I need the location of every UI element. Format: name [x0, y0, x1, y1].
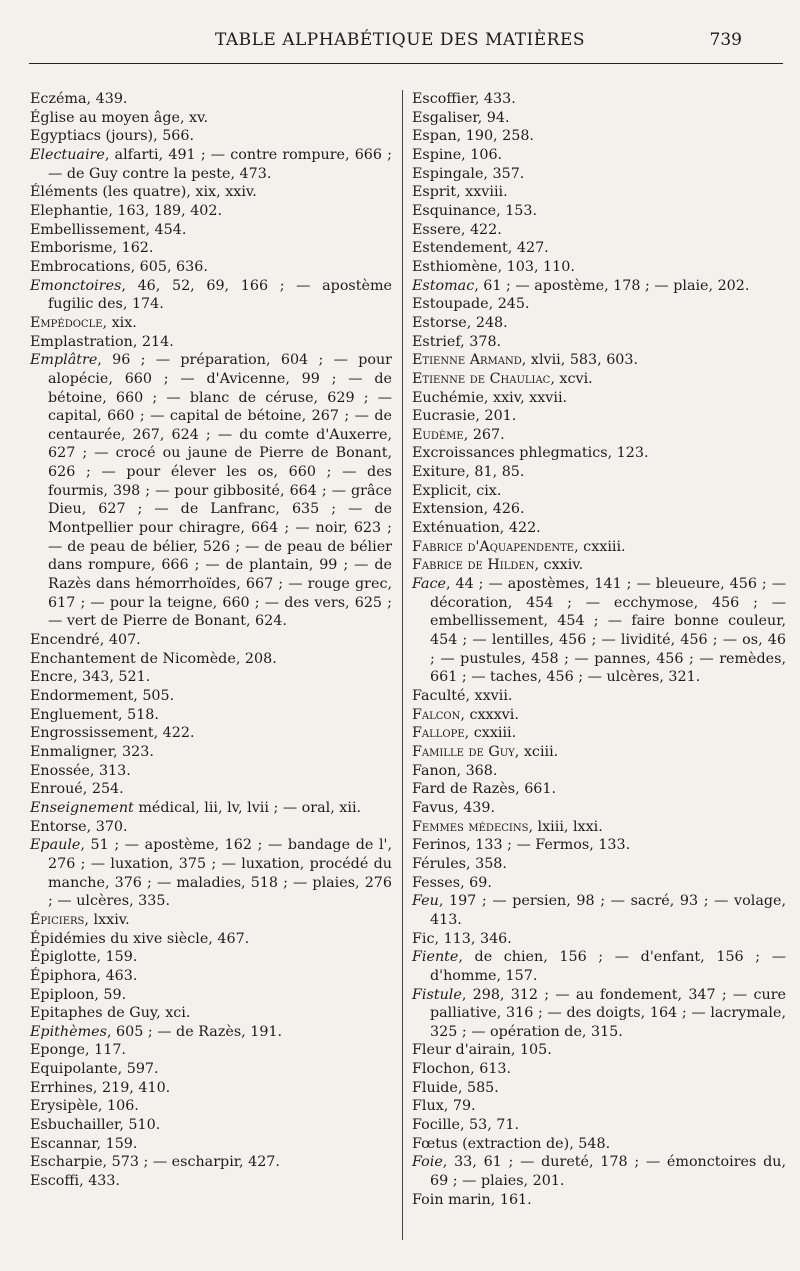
- index-term: Embrocations: [30, 258, 131, 275]
- index-entry: [30, 631, 392, 650]
- index-references: , 219, 410.: [92, 1079, 171, 1096]
- index-entry: [412, 165, 786, 184]
- index-references: , 433.: [474, 91, 516, 107]
- index-entry: [30, 1172, 392, 1191]
- index-references: , cxxiii.: [464, 725, 517, 742]
- index-term: Estomac: [412, 277, 475, 294]
- index-entry: [30, 351, 392, 631]
- index-entry: [30, 780, 392, 799]
- index-references: , 153.: [496, 202, 538, 219]
- index-references: , 343, 521.: [72, 669, 151, 686]
- index-term: Enroué: [30, 781, 83, 798]
- index-entry: [30, 146, 392, 183]
- index-entry: [30, 743, 392, 762]
- index-term: Egyptiacs (jours): [30, 128, 154, 145]
- index-term: Esprit: [412, 184, 457, 201]
- index-references: , 79.: [443, 1098, 476, 1115]
- index-term: Épidémies du xive siècle: [30, 930, 209, 947]
- index-references: , 378.: [460, 333, 502, 350]
- index-entry: [412, 444, 786, 463]
- index-entry: [412, 556, 786, 575]
- index-references: , 427.: [507, 240, 549, 257]
- index-references: , 254.: [82, 781, 124, 798]
- index-term: Fleur d'airain: [412, 1042, 511, 1059]
- index-entry: [30, 762, 392, 781]
- index-term: Ferinos: [412, 837, 467, 854]
- index-entry: [412, 314, 786, 333]
- page-header: [0, 30, 800, 56]
- index-term: Emplâtre: [30, 352, 98, 369]
- index-term: Espine: [412, 146, 462, 163]
- index-term: Escannar: [30, 1135, 97, 1152]
- index-term: Flux: [412, 1098, 444, 1115]
- index-term: Epiploon: [30, 986, 95, 1003]
- index-term: Encre: [30, 669, 73, 686]
- index-entry: [412, 127, 786, 146]
- index-references: , 245.: [488, 296, 530, 313]
- index-term: Engluement: [30, 706, 119, 723]
- index-entry: [30, 818, 392, 837]
- index-entry: [30, 650, 392, 669]
- index-references: , cxxiii.: [574, 538, 626, 555]
- index-references: , 368.: [456, 762, 498, 779]
- index-references: , 159.: [96, 1135, 138, 1152]
- index-references: , lxxiv.: [84, 911, 130, 928]
- index-references: , 323.: [112, 743, 154, 760]
- index-entry: [412, 202, 786, 221]
- index-term: Fesses: [412, 874, 461, 891]
- index-term: Épiglotte: [30, 949, 97, 966]
- index-references: , 214.: [132, 333, 174, 350]
- index-entry: [412, 1097, 786, 1116]
- index-entry: [30, 948, 392, 967]
- index-term: Enmaligner: [30, 743, 113, 760]
- index-term: Fœtus (extraction de): [412, 1135, 570, 1152]
- index-entry: [412, 1135, 786, 1154]
- index-entry: [412, 370, 786, 389]
- index-term: Esquinance: [412, 202, 497, 219]
- index-entry: [412, 930, 786, 949]
- index-references: , 370.: [86, 818, 128, 835]
- index-entry: [412, 724, 786, 743]
- index-references: , 197 ; — persien, 98 ; — sacré, 93 ; — volage, 413.: [430, 893, 786, 928]
- index-entry: [412, 239, 786, 258]
- index-term: Etienne Armand: [412, 352, 522, 369]
- index-references: , 133 ; — Fermos, 133.: [466, 837, 631, 854]
- index-entry: [412, 333, 786, 352]
- index-term: Excroissances phlegmatics: [412, 445, 608, 462]
- index-term: Férules: [412, 855, 467, 872]
- index-references: , 61 ; — apostème, 178 ; — plaie, 202.: [474, 277, 750, 294]
- index-term: Famille de Guy: [412, 743, 515, 760]
- index-references: , 467.: [208, 930, 250, 947]
- index-term: Enchantement de Nicomède: [30, 650, 236, 667]
- index-term: Esgaliser: [412, 109, 478, 126]
- index-term: Esbuchailler: [30, 1117, 120, 1134]
- index-entry: [30, 1135, 392, 1154]
- index-term: Eczéma: [30, 91, 87, 107]
- index-entry: [412, 538, 786, 557]
- index-references: , xxvii.: [465, 688, 513, 704]
- index-term: Foie: [412, 1154, 443, 1171]
- index-entry: [412, 426, 786, 445]
- index-references: , 422.: [460, 221, 502, 238]
- index-entry: [412, 892, 786, 929]
- index-entry: [412, 780, 786, 799]
- index-term: Epitaphes de Guy: [30, 1005, 157, 1022]
- index-entry: [412, 1116, 786, 1135]
- index-entry: [30, 1153, 392, 1172]
- index-term: Estendement: [412, 240, 508, 257]
- index-entry: [30, 668, 392, 687]
- index-entry: [30, 1004, 392, 1023]
- index-term: Face: [412, 576, 446, 593]
- index-term: Errhines: [30, 1079, 93, 1096]
- index-entry: [412, 407, 786, 426]
- index-term: Estorse: [412, 314, 467, 331]
- index-entry: [412, 1079, 786, 1098]
- index-entry: [30, 1116, 392, 1135]
- index-term: Embellissement: [30, 221, 146, 238]
- index-entry: [30, 277, 392, 314]
- index-references: , 605 ; — de Razès, 191.: [106, 1023, 283, 1040]
- index-term: Explicit: [412, 482, 468, 499]
- index-references: , 33, 61 ; — dureté, 178 ; — émonctoires du, 69 ; — plaies, 201.: [430, 1154, 786, 1190]
- index-entry: [412, 762, 786, 781]
- index-term: Flochon: [412, 1061, 471, 1078]
- index-term: Erysipèle: [30, 1098, 98, 1115]
- index-entry: [30, 127, 392, 146]
- index-term: Éléments (les quatre): [30, 184, 187, 201]
- index-entry: [412, 799, 786, 818]
- index-term: Etienne de Chauliac: [412, 370, 551, 387]
- index-entry: [30, 706, 392, 725]
- index-references: , 463.: [96, 967, 138, 984]
- index-term: Engrossissement: [30, 725, 154, 742]
- index-references: , xciii.: [514, 743, 559, 760]
- index-references: , xv.: [179, 109, 209, 126]
- index-term: Femmes médecins: [412, 818, 529, 835]
- index-references: , xix.: [102, 314, 137, 331]
- index-term: Eudème: [412, 426, 464, 443]
- index-entry: [412, 948, 786, 985]
- index-entry: [412, 482, 786, 501]
- index-references: , 573 ; — escharpir, 427.: [102, 1154, 280, 1171]
- index-term: Euchémie: [412, 389, 484, 406]
- index-term: Fabrice de Hilden: [412, 557, 535, 574]
- index-entry: [412, 295, 786, 314]
- index-term: Estoupade: [412, 296, 489, 313]
- index-references: , 407.: [99, 632, 141, 649]
- index-term: Exténuation: [412, 520, 500, 537]
- index-entry: [30, 986, 392, 1005]
- index-references: , 208.: [235, 650, 277, 667]
- index-term: Emplastration: [30, 333, 133, 350]
- index-entry: [412, 687, 786, 706]
- index-references: , 46, 52, 69, 166 ; — apostème fugilic des, 174.: [48, 277, 392, 313]
- index-entry: [412, 463, 786, 482]
- index-term: Entorse: [30, 818, 87, 835]
- index-references: , xix, xxiv.: [186, 184, 257, 201]
- index-references: , 123.: [607, 445, 649, 462]
- index-references: , 505.: [133, 688, 175, 704]
- index-entry: [30, 1060, 392, 1079]
- index-entry: [412, 90, 786, 109]
- index-entry: [30, 314, 392, 333]
- index-term: Epaule: [30, 837, 81, 854]
- index-references: , 51 ; — apostème, 162 ; — bandage de l', 276 ; — luxation, 375 ; — luxation, procédé du manche, 376 ; — maladies, 518 ; — plaies, 276 ; — ulcères, 335.: [48, 837, 392, 910]
- index-term: Eponge: [30, 1042, 86, 1059]
- index-term: Emonctoires: [30, 277, 122, 294]
- index-references: , 106.: [461, 146, 503, 163]
- index-entry: [412, 519, 786, 538]
- index-entry: [412, 277, 786, 296]
- index-term: Essere: [412, 221, 461, 238]
- index-entry: [412, 743, 786, 762]
- index-entry: [412, 258, 786, 277]
- index-references: , 439.: [454, 799, 496, 816]
- index-entry: [412, 818, 786, 837]
- index-term: Epithèmes: [30, 1023, 107, 1040]
- index-term: Extension: [412, 501, 484, 518]
- index-references: , 267.: [463, 426, 505, 443]
- index-entry: [30, 221, 392, 240]
- index-term: Espan: [412, 128, 457, 145]
- index-term: Épiphora: [30, 967, 97, 984]
- index-references: , 106.: [97, 1098, 139, 1115]
- index-references: , 357.: [483, 165, 525, 182]
- index-column-left: [30, 90, 392, 1191]
- index-term: Encendré: [30, 632, 100, 649]
- index-references: , 44 ; — apostèmes, 141 ; — bleueure, 456 ; — décoration, 454 ; — ecchymose, 456 ; — embellissement, 454 ; — faire bonne couleur, 454 ; — lentilles, 456 ; — lividité, 456 ; — os, 46 ; — pustules, 458 ; — pannes, 456 ; — remèdes, 661 ; — taches, 456 ; — ulcères, 321.: [430, 576, 786, 686]
- index-references: , xxviii.: [456, 184, 508, 201]
- column-divider: [402, 90, 403, 1240]
- index-term: Focille: [412, 1117, 460, 1134]
- index-term: Favus: [412, 799, 455, 816]
- index-entry: [412, 109, 786, 128]
- index-entry: [30, 724, 392, 743]
- index-entry: [30, 90, 392, 109]
- page-number: 739: [709, 30, 742, 50]
- index-references: , 162.: [112, 240, 154, 257]
- index-entry: [412, 183, 786, 202]
- index-references: , xxiv, xxvii.: [483, 389, 568, 406]
- index-references: , 597.: [117, 1061, 159, 1078]
- index-references: , 163, 189, 402.: [108, 202, 223, 219]
- index-references: , xcvi.: [550, 370, 593, 387]
- index-term: Falcon: [412, 706, 461, 723]
- index-term: Elephantie: [30, 202, 109, 219]
- index-references: , 566.: [153, 128, 195, 145]
- index-entry: [30, 687, 392, 706]
- index-references: , cix.: [467, 482, 502, 499]
- index-term: Fabrice d'Aquapendente: [412, 538, 575, 555]
- index-references: , 96 ; — préparation, 604 ; — pour alopécie, 660 ; — d'Avicenne, 99 ; — de bétoine, 660 ; — blanc de céruse, 629 ; — capital, 660 ; — capital de bétoine, 267 ; — de centaurée, 267, 624 ; — du comte d'Auxerre, 627 ; — crocé ou jaune de Pierre de Bonant, 626 ; — pour élever les os, 660 ; — des fourmis, 398 ; — pour gibbosité, 664 ; — grâce Dieu, 627 ; — de Lanfranc, 635 ; — de Montpellier pour chiragre, 664 ; — noir, 623 ; — de peau de bélier, 526 ; — de peau de bélier dans rompure, 666 ; — de plantain, 99 ; — de Razès dans hémorrhoïdes, 667 ; — rouge grec, 617 ; — pour la teigne, 660 ; — des vers, 625 ; — vert de Pierre de Bonant, 624.: [48, 352, 392, 630]
- index-references: , 613.: [470, 1061, 512, 1078]
- index-references: , 661.: [515, 781, 557, 798]
- index-term: Fic: [412, 930, 435, 947]
- index-references: , 433.: [79, 1173, 121, 1190]
- index-references: , lxiii, lxxi.: [528, 818, 603, 835]
- index-term: Exiture: [412, 464, 466, 481]
- index-references: , 248.: [466, 314, 508, 331]
- index-term: Escoffier: [412, 91, 475, 107]
- index-references: , 358.: [466, 855, 507, 872]
- index-term: Eucrasie: [412, 408, 476, 425]
- index-term: Espingale: [412, 165, 484, 182]
- index-entry: [412, 986, 786, 1042]
- index-entry: [30, 1041, 392, 1060]
- index-references: , 518.: [118, 706, 159, 723]
- index-entry: [412, 1191, 786, 1210]
- index-references: , cxxxvi.: [460, 706, 519, 723]
- index-entry: [30, 202, 392, 221]
- index-term: Fiente: [412, 949, 459, 966]
- index-references: , cxxiv.: [534, 557, 584, 574]
- index-term: Feu: [412, 893, 439, 910]
- index-term: Église au moyen âge: [30, 109, 180, 126]
- index-term: Empédocle: [30, 314, 103, 331]
- index-references: , 53, 71.: [459, 1117, 520, 1134]
- index-entry: [412, 575, 786, 687]
- index-term: Enseignement: [30, 799, 134, 816]
- index-term: Fallope: [412, 725, 465, 742]
- index-entry: [30, 1023, 392, 1042]
- index-term: Foin marin: [412, 1191, 491, 1208]
- index-entry: [30, 930, 392, 949]
- header-rule: [29, 63, 783, 64]
- index-references: médical, lii, lv, lvii ; — oral, xii.: [133, 799, 362, 816]
- index-term: Electuaire: [30, 146, 105, 163]
- index-term: Fluide: [412, 1079, 458, 1096]
- running-title: TABLE ALPHABÉTIQUE DES MATIÈRES: [214, 30, 586, 50]
- index-references: , xlvii, 583, 603.: [521, 352, 639, 369]
- index-entry: [30, 109, 392, 128]
- index-references: , 422.: [499, 520, 541, 537]
- index-references: , 298, 312 ; — au fondement, 347 ; — cure palliative, 316 ; — des doigts, 164 ; — lacrymale, 325 ; — opération de, 315.: [430, 986, 786, 1040]
- index-references: , 605, 636.: [130, 258, 208, 275]
- index-references: , 94.: [477, 109, 510, 126]
- index-term: Faculté: [412, 688, 466, 704]
- index-entry: [30, 1079, 392, 1098]
- index-entry: [30, 967, 392, 986]
- index-references: , 117.: [85, 1042, 126, 1059]
- index-references: , 59.: [94, 986, 127, 1003]
- index-references: , 190, 258.: [456, 128, 534, 145]
- index-references: , 313.: [89, 762, 131, 779]
- index-references: , 201.: [475, 408, 517, 425]
- index-references: , 454.: [145, 221, 187, 238]
- index-entry: [30, 911, 392, 930]
- index-references: , 161.: [490, 1191, 532, 1208]
- index-references: , 439.: [86, 91, 128, 107]
- index-entry: [412, 836, 786, 855]
- index-entry: [30, 799, 392, 818]
- index-entry: [30, 183, 392, 202]
- index-term: Fistule: [412, 986, 462, 1003]
- index-entry: [412, 1041, 786, 1060]
- index-term: Enossée: [30, 762, 90, 779]
- index-term: Escharpie: [30, 1154, 103, 1171]
- index-references: , 81, 85.: [465, 464, 525, 481]
- index-references: , 69.: [460, 874, 492, 891]
- index-references: , xci.: [156, 1005, 191, 1022]
- index-term: Equipolante: [30, 1061, 118, 1078]
- index-term: Fanon: [412, 762, 457, 779]
- index-entry: [412, 874, 786, 893]
- index-column-right: [412, 90, 786, 1209]
- index-references: , 426.: [483, 501, 525, 518]
- index-entry: [30, 258, 392, 277]
- index-references: , de chien, 156 ; — d'enfant, 156 ; — d'homme, 157.: [430, 949, 786, 984]
- index-term: Emborisme: [30, 240, 113, 257]
- index-references: , 103, 110.: [497, 258, 575, 275]
- index-entry: [30, 333, 392, 352]
- index-term: Escoffi: [30, 1173, 80, 1190]
- index-references: , 585.: [457, 1079, 499, 1096]
- index-term: Esthiomène: [412, 258, 498, 275]
- index-references: , 159.: [96, 949, 138, 966]
- index-references: , 105.: [510, 1042, 552, 1059]
- index-references: , alfarti, 491 ; — contre rompure, 666 ; — de Guy contre la peste, 473.: [48, 146, 392, 182]
- index-term: Épiciers: [30, 911, 85, 928]
- index-term: Fard de Razès: [412, 781, 516, 798]
- index-references: , 510.: [119, 1117, 161, 1134]
- index-entry: [412, 500, 786, 519]
- index-references: , 548.: [569, 1135, 611, 1152]
- index-references: , 422.: [153, 725, 195, 742]
- index-entry: [412, 855, 786, 874]
- index-entry: [412, 389, 786, 408]
- index-entry: [412, 1060, 786, 1079]
- index-entry: [412, 146, 786, 165]
- index-references: , 113, 346.: [434, 930, 512, 947]
- index-term: Estrief: [412, 333, 461, 350]
- index-entry: [412, 351, 786, 370]
- index-entry: [412, 221, 786, 240]
- index-entry: [412, 1153, 786, 1190]
- index-entry: [412, 706, 786, 725]
- index-entry: [30, 1097, 392, 1116]
- index-entry: [30, 239, 392, 258]
- index-term: Endormement: [30, 688, 134, 704]
- index-entry: [30, 836, 392, 911]
